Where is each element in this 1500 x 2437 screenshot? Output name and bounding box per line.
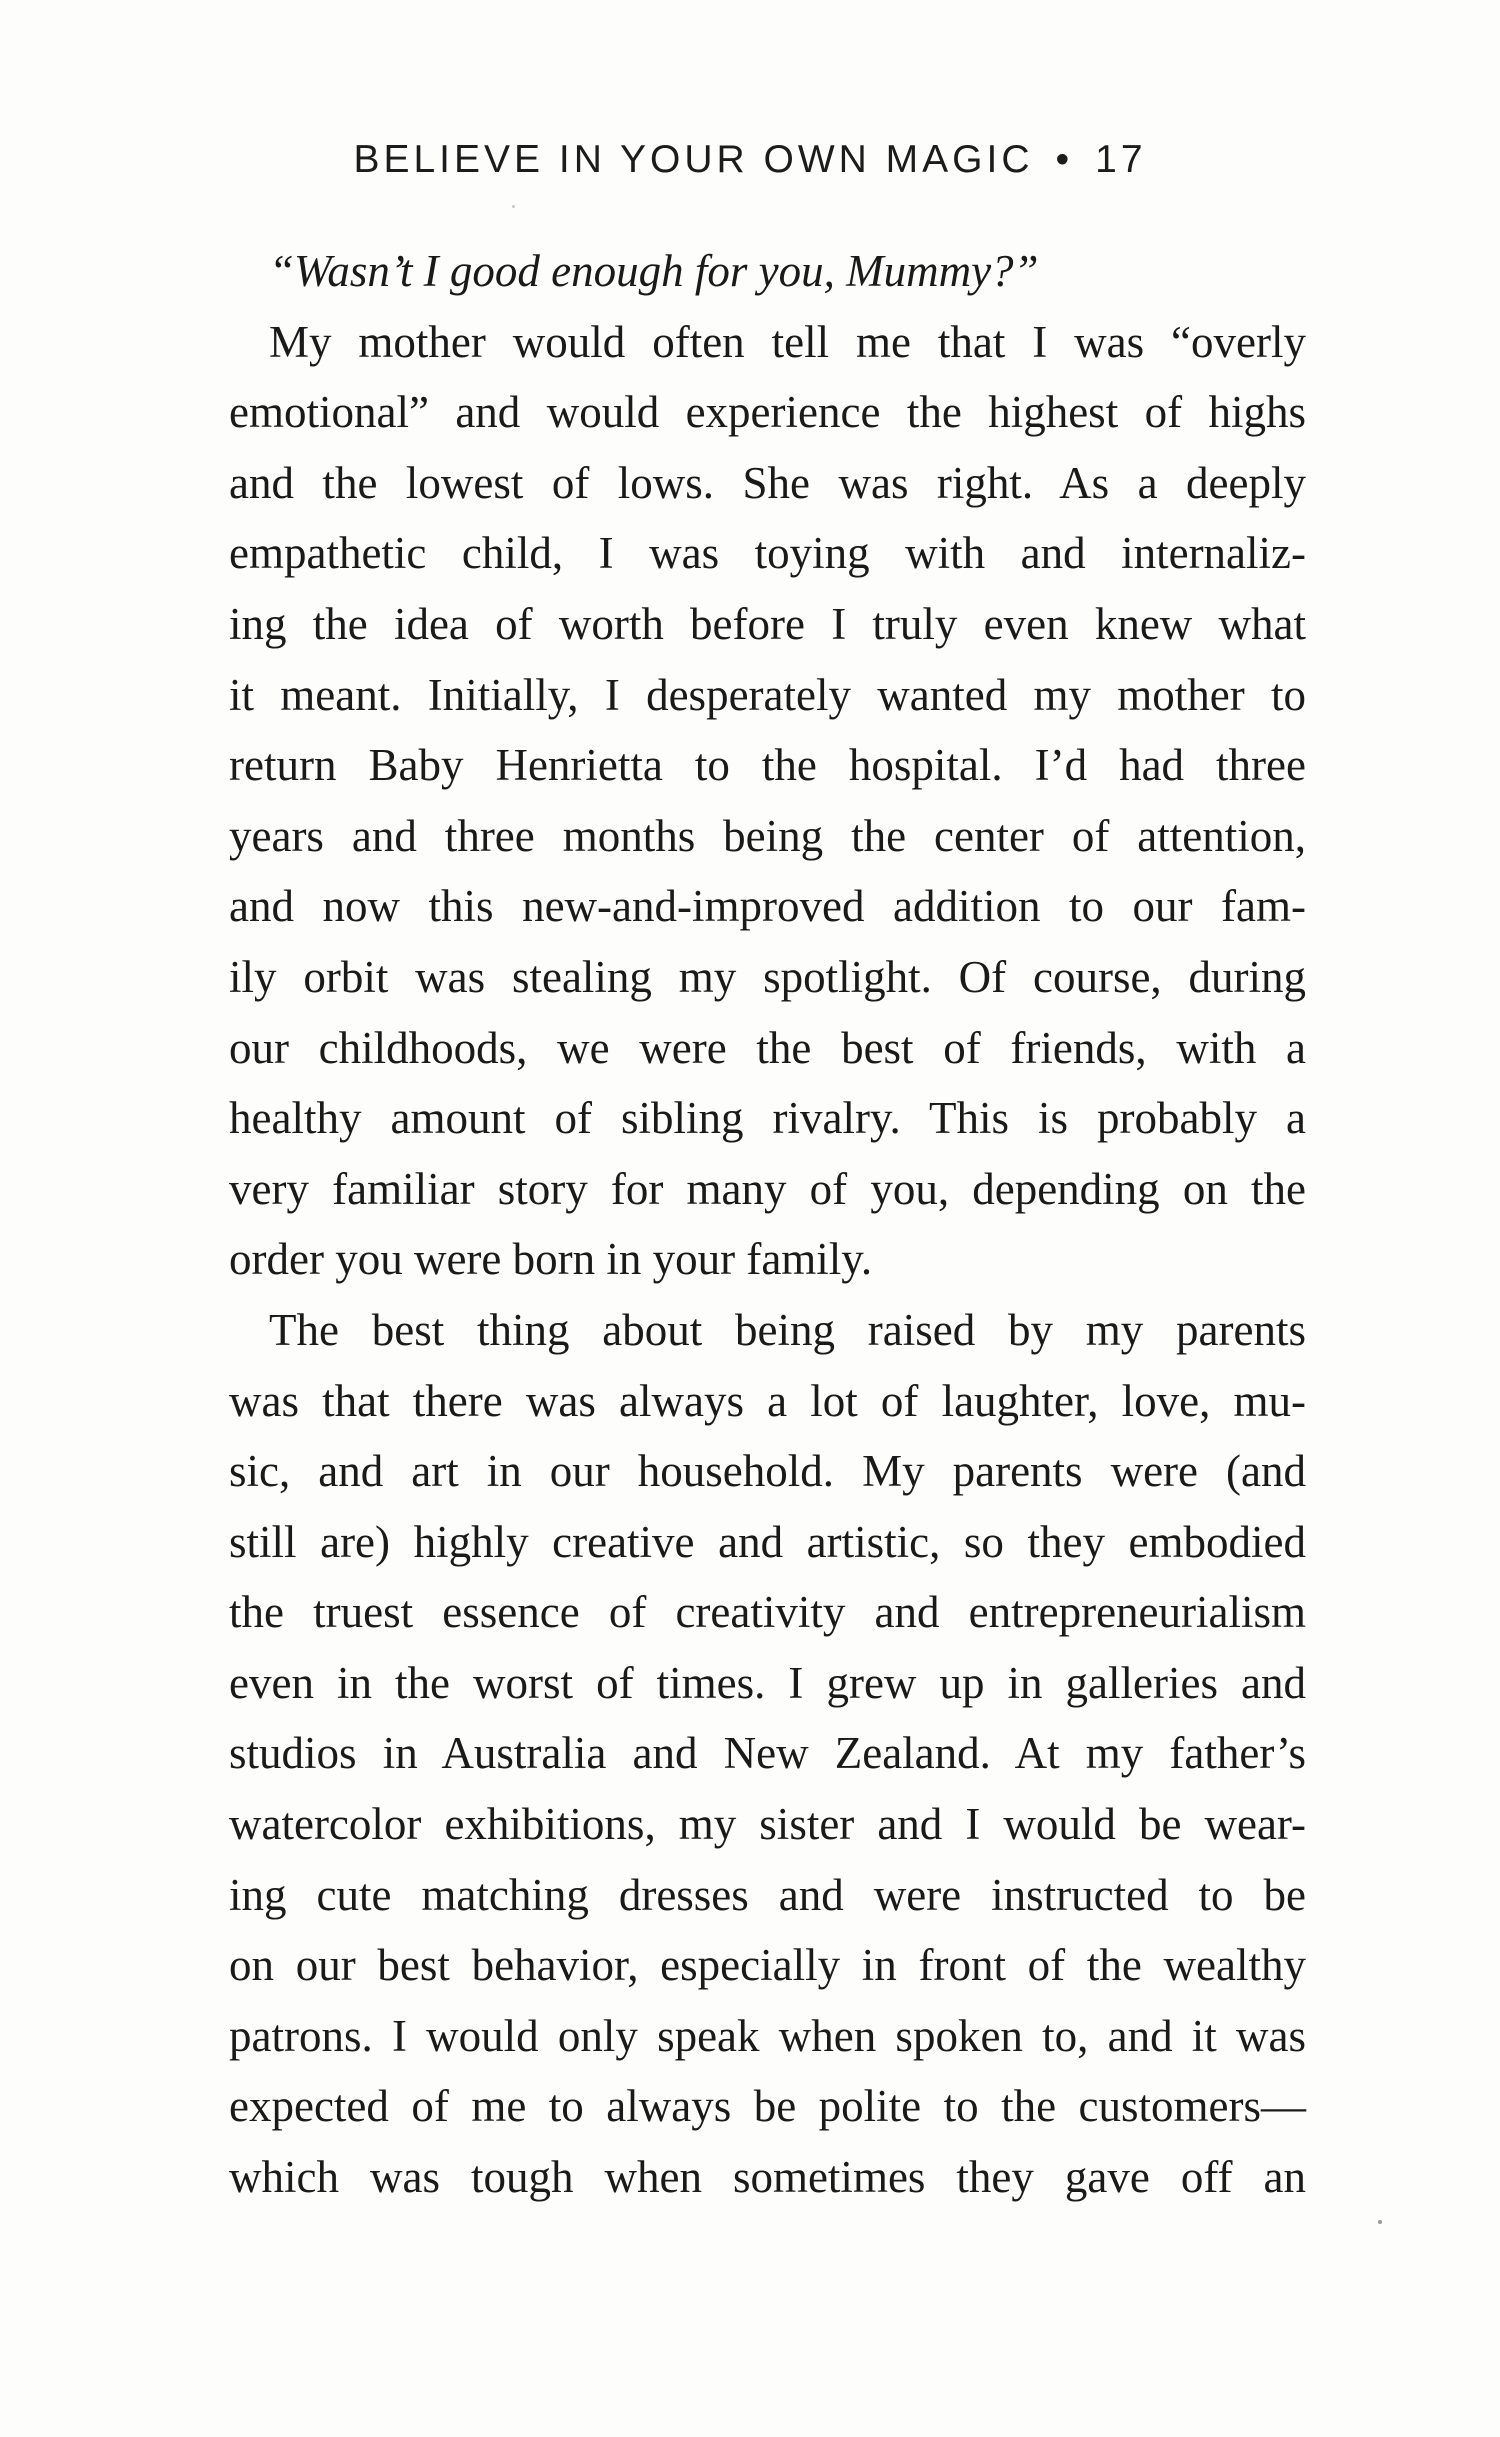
text-line: was that there was always a lot of laughter, love, mu- (229, 1375, 1306, 1426)
text-line: sic, and art in our household. My parents were (and (229, 1446, 1306, 1497)
text-line: our childhoods, we were the best of friends, with a (229, 1022, 1306, 1073)
text-line: ing cute matching dresses and were instructed to be (229, 1869, 1306, 1920)
text-line: it meant. Initially, I desperately wanted my mother to (229, 669, 1306, 720)
text-line: even in the worst of times. I grew up in galleries and (229, 1657, 1306, 1708)
running-header (0, 138, 1500, 182)
text-line: patrons. I would only speak when spoken to, and it was (229, 2010, 1306, 2061)
body-text (229, 236, 1306, 2213)
text-line: years and three months being the center of attention, (229, 810, 1306, 861)
text-line: ily orbit was stealing my spotlight. Of course, during (229, 951, 1306, 1002)
text-line: and now this new-and-improved addition to our fam- (229, 881, 1306, 932)
text-line: expected of me to always be polite to the customers— (229, 2081, 1306, 2132)
text-line: emotional” and would experience the highest of highs (229, 387, 1306, 438)
scan-speck (512, 205, 515, 208)
text-line: return Baby Henrietta to the hospital. I’d had three (229, 740, 1306, 791)
text-line: watercolor exhibitions, my sister and I would be wear- (229, 1799, 1306, 1850)
text-line: still are) highly creative and artistic, so they embodied (229, 1516, 1306, 1567)
text-line: healthy amount of sibling rivalry. This is probably a (229, 1093, 1306, 1144)
page-number: 17 (1095, 138, 1147, 181)
text-line: on our best behavior, especially in front of the wealthy (229, 1940, 1306, 1991)
text-line: The best thing about being raised by my parents (269, 1304, 1306, 1355)
text-line: My mother would often tell me that I was “overly (269, 316, 1306, 367)
text-line-paragraph-end: order you were born in your family. (229, 1234, 873, 1285)
text-line: ing the idea of worth before I truly even knew what (229, 598, 1306, 649)
header-separator: • (1055, 138, 1074, 181)
scan-speck (1378, 2220, 1382, 2224)
text-line: the truest essence of creativity and entrepreneurialism (229, 1587, 1306, 1638)
running-header-title: BELIEVE IN YOUR OWN MAGIC (353, 138, 1034, 181)
text-line: which was tough when sometimes they gave off an (229, 2152, 1306, 2203)
text-line: empathetic child, I was toying with and internaliz- (229, 528, 1306, 579)
text-line: studios in Australia and New Zealand. At my father’s (229, 1728, 1306, 1779)
text-line-quote: “Wasn’t I good enough for you, Mummy?” (269, 246, 1039, 296)
text-line: and the lowest of lows. She was right. As a deeply (229, 457, 1306, 508)
text-line: very familiar story for many of you, depending on the (229, 1163, 1306, 1214)
